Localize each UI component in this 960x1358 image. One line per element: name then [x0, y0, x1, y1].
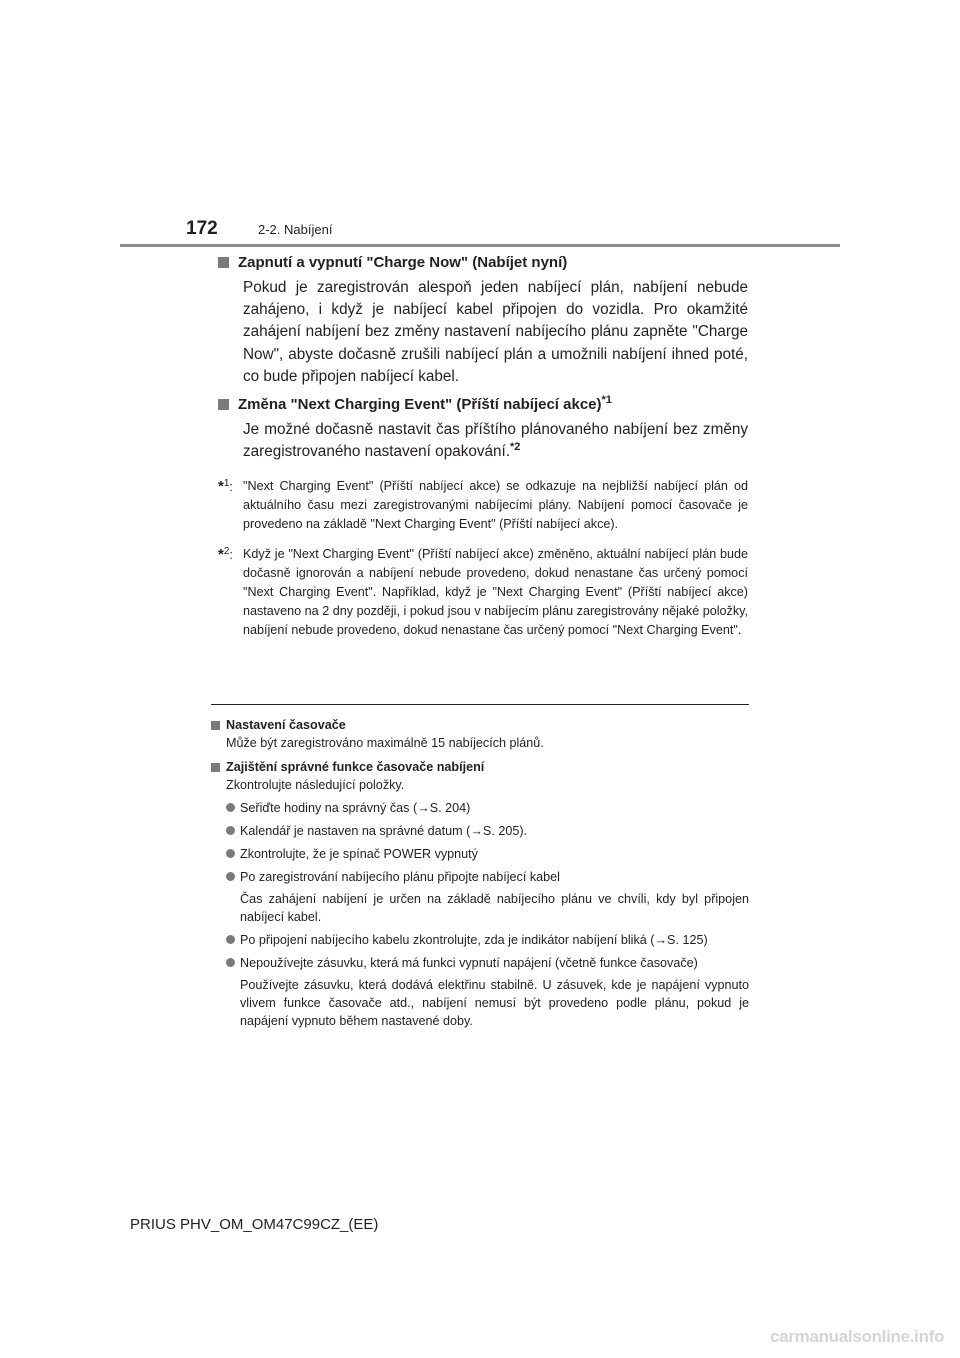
footnote: [218, 545, 748, 640]
list-item: [226, 868, 749, 886]
circle-bullet-icon: [226, 958, 235, 967]
footnote-mark: *$^2$:: [218, 546, 233, 564]
circle-bullet-icon: [226, 803, 235, 812]
list-item-text: Nepoužívejte zásuvku, která má funkci vypnutí napájení (včetně funkce časovače): [240, 956, 698, 970]
notes-divider: [211, 704, 749, 705]
list-item: [226, 822, 749, 840]
footnote-ref: *2: [510, 441, 521, 454]
list-item: [226, 931, 749, 949]
footnote: [218, 477, 748, 534]
list-item-text: Kalendář je nastaven na správné datum (→S. 205).: [240, 824, 528, 838]
section-body: [243, 419, 748, 463]
checklist: [211, 799, 749, 1030]
footnote-ref: *1: [601, 394, 612, 407]
section-body: [243, 277, 748, 388]
section-reference: 2-2. Nabíjení: [258, 222, 333, 237]
note-heading: [211, 716, 749, 734]
list-item-detail: Čas zahájení nabíjení je určen na základě nabíjecího plánu ve chvíli, kdy byl připojen nabíjecí kabel.: [240, 892, 749, 924]
section-heading: [218, 396, 748, 413]
section-heading: [218, 254, 748, 271]
circle-bullet-icon: [226, 826, 235, 835]
footnote-text: Když je "Next Charging Event" (Příští nabíjecí akce) změněno, aktuální nabíjecí plán bude dočasně ignorován a nabíjení nebude provedeno, dokud nenastane čas určený pomocí "Next Charging Event". Například, když je "Next Charging Event" (Příští nabíjecí akce) nastaveno na 2 dny později, i pokud jsou v nabíjecím plánu zaregistrovány nějaké položky, nabíjení nebude provedeno, dokud nenastane čas určený pomocí "Next Charging Event".: [243, 547, 748, 638]
page-number: 172: [186, 218, 218, 239]
list-item-detail: Používejte zásuvku, která dodává elektřinu stabilně. U zásuvek, kde je napájení vypnuto vlivem funkce časovače atd., nabíjení nemusí být provedeno podle plánu, pokud je napájení vypnuto během nastavené doby.: [240, 978, 749, 1028]
note-text: Může být zaregistrováno maximálně 15 nabíjecích plánů.: [226, 736, 544, 750]
section-heading-text: Zapnutí a vypnutí "Charge Now" (Nabíjet nyní): [238, 254, 568, 271]
list-item-text: Po připojení nabíjecího kabelu zkontrolujte, zda je indikátor nabíjení bliká (→S. 125): [240, 933, 708, 947]
square-bullet-icon: [211, 763, 220, 772]
circle-bullet-icon: [226, 849, 235, 858]
section-body-text: Pokud je zaregistrován alespoň jeden nabíjecí plán, nabíjení nebude zahájeno, i když je nabíjecí kabel připojen do vozidla. Pro okamžité zahájení nabíjení bez změny nastavení nabíjecího plánu zapněte "Charge Now", abyste dočasně zrušili nabíjecí plán a umožnili nabíjení ihned poté, co bude připojen nabíjecí kabel.: [243, 279, 748, 385]
main-content: [218, 254, 748, 640]
list-item-text: Seřiďte hodiny na správný čas (→S. 204): [240, 801, 471, 815]
list-item: [226, 845, 749, 863]
note-heading-text: Nastavení časovače: [226, 718, 346, 732]
header-rule: [120, 244, 840, 247]
list-item: [226, 799, 749, 817]
circle-bullet-icon: [226, 872, 235, 881]
section-charge-now: [218, 254, 748, 388]
list-item: [226, 954, 749, 972]
circle-bullet-icon: [226, 935, 235, 944]
note-heading-text: Zajištění správné funkce časovače nabíjení: [226, 760, 485, 774]
note-text: Zkontrolujte následující položky.: [226, 778, 405, 792]
list-item-text: Zkontrolujte, že je spínač POWER vypnutý: [240, 847, 478, 861]
manual-code: PRIUS PHV_OM_OM47C99CZ_(EE): [130, 1216, 379, 1233]
watermark: carmanualsonline.info: [770, 1327, 945, 1346]
square-bullet-icon: [211, 721, 220, 730]
section-heading-text: Změna "Next Charging Event" (Příští nabíjecí akce): [238, 396, 602, 414]
list-item-text: Po zaregistrování nabíjecího plánu připojte nabíjecí kabel: [240, 870, 560, 884]
section-next-charging-event: [218, 396, 748, 463]
square-bullet-icon: [218, 257, 229, 268]
footnote-text: "Next Charging Event" (Příští nabíjecí akce) se odkazuje na nejbližší nabíjecí plán od aktuálního času mezi zaregistrovanými nabíjecími plány. Nabíjení pomocí časovače je provedeno na základě "Next Charging Event" (Příští nabíjecí akce).: [243, 479, 748, 532]
section-body-text: Je možné dočasně nastavit čas příštího plánovaného nabíjení bez změny zaregistrovaného nastavení opakování.: [243, 421, 748, 461]
note-heading: [211, 758, 749, 776]
footnote-mark: *$^1$:: [218, 478, 233, 496]
notes-section: [211, 712, 749, 1030]
square-bullet-icon: [218, 399, 229, 410]
